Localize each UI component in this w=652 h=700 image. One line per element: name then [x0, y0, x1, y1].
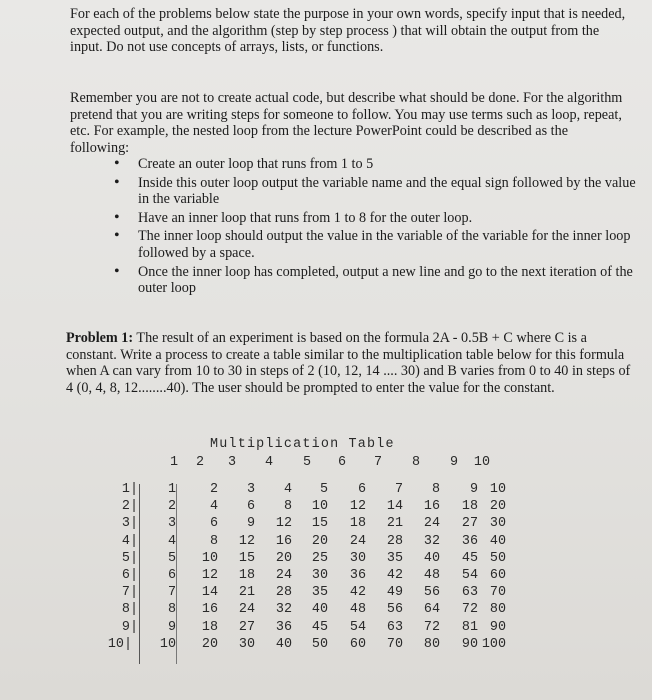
table-cell: 6 [246, 499, 255, 515]
table-cell: 9 [167, 619, 176, 635]
intro-paragraph-2: Remember you are not to create actual code, but describe what should be done. For the algorithm pretend that you are writing steps for someone to follow. You may use terms such as loop, repeat, etc. For example, the nested loop from the lecture PowerPoint could be described as the following: [70, 90, 623, 156]
table-header-cell: 4 [264, 455, 273, 470]
table-cell: 9 [469, 482, 478, 497]
table-cell: 27 [461, 516, 478, 532]
table-cell: 72 [461, 602, 478, 618]
table-cell: 1 [167, 482, 176, 497]
table-cell: 36 [461, 533, 478, 549]
table-cell: 4 [283, 482, 292, 497]
table-cell: 8 [167, 602, 176, 618]
table-row [110, 568, 506, 585]
table-cell: 16 [275, 533, 292, 549]
problem-1-paragraph [66, 330, 636, 396]
list-item: • The inner loop should output the value in the variable of the variable for the inner loop followed by a space. [112, 228, 642, 261]
table-cell: 50 [489, 550, 506, 566]
table-row [110, 533, 506, 551]
table-cell: 100 [481, 636, 506, 652]
table-cell: 27 [238, 619, 255, 635]
table-cell: 4 [209, 499, 218, 515]
table-cell: 14 [201, 585, 218, 601]
table-cell: 35 [386, 550, 403, 566]
table-cell: 15 [238, 550, 255, 566]
problem-label: Problem 1: [66, 330, 134, 346]
table-cell: 15 [311, 516, 328, 532]
table-row [110, 585, 506, 602]
table-cell: 45 [461, 550, 478, 566]
table-cell: 72 [423, 619, 440, 635]
row-label: 4| [121, 533, 138, 549]
table-cell: 18 [238, 568, 255, 583]
table-row [107, 636, 506, 654]
table-cell: 20 [201, 636, 218, 652]
table-cell: 90 [461, 636, 478, 652]
problem-text: The result of an experiment is based on the formula 2A - 0.5B + C where C is a constant. Write a process to create a table similar to the multiplication table below for this formula when A can vary from 10 to 30 in steps of 2 (10, 12, 14 .... 30) and B varies from 0 to 40 in steps of 4 (0, 4, 8, 12........40). The user should be prompted to enter the value for the constant. [66, 330, 631, 396]
table-cell: 18 [201, 619, 218, 635]
table-cell: 30 [311, 568, 328, 583]
table-header-cell: 2 [195, 455, 204, 470]
row-label: 9| [121, 619, 138, 635]
intro-paragraph-1: For each of the problems below state the purpose in your own words, specify input that is needed, expected output, and the algorithm (step by step process ) that will obtain the output from the input. Do not use concepts of arrays, lists, or functions. [70, 6, 626, 56]
list-item: • Have an inner loop that runs from 1 to 8 for the outer loop. [112, 210, 642, 227]
table-row [110, 499, 506, 516]
table-cell: 12 [275, 516, 292, 532]
table-cell: 81 [461, 619, 478, 635]
table-cell: 42 [386, 568, 403, 583]
table-cell: 24 [423, 516, 440, 532]
row-label: 3| [121, 516, 138, 532]
table-cell: 25 [311, 550, 328, 566]
table-header-cell: 3 [227, 455, 236, 470]
row-label: 7| [121, 585, 138, 601]
multiplication-table [107, 482, 506, 672]
table-cell: 21 [238, 585, 255, 601]
table-cell: 40 [311, 602, 328, 618]
table-cell: 20 [489, 499, 506, 515]
table-header-cell: 7 [373, 455, 382, 470]
table-cell: 3 [167, 516, 176, 532]
algorithm-example-list [112, 156, 642, 299]
table-cell: 70 [489, 585, 506, 601]
table-cell: 70 [386, 636, 403, 652]
table-cell: 28 [386, 533, 403, 549]
table-cell: 18 [461, 499, 478, 515]
row-label: 10| [107, 636, 132, 652]
table-cell: 45 [311, 619, 328, 635]
table-row [110, 482, 506, 499]
table-cell: 48 [349, 602, 366, 618]
table-cell: 54 [461, 568, 478, 583]
list-item: • Once the inner loop has completed, output a new line and go to the next iteration of the outer loop [112, 264, 642, 297]
table-row [110, 516, 506, 533]
table-cell: 18 [349, 516, 366, 532]
table-cell: 21 [386, 516, 403, 532]
table-cell: 10 [489, 482, 506, 497]
table-cell: 40 [489, 533, 506, 549]
table-cell: 2 [209, 482, 218, 497]
table-cell: 24 [238, 602, 255, 618]
table-header-cell: 9 [449, 455, 458, 470]
table-header-cell: 5 [302, 455, 311, 470]
table-cell: 42 [349, 585, 366, 601]
table-cell: 64 [423, 602, 440, 618]
table-cell: 24 [349, 533, 366, 549]
table-cell: 54 [349, 619, 366, 635]
table-cell: 12 [349, 499, 366, 515]
table-cell: 7 [167, 585, 176, 601]
table-cell: 10 [311, 499, 328, 515]
table-cell: 40 [423, 550, 440, 566]
list-item: • Create an outer loop that runs from 1 to 5 [112, 156, 642, 173]
table-cell: 12 [201, 568, 218, 583]
table-cell: 80 [423, 636, 440, 652]
row-label: 5| [121, 550, 138, 566]
table-cell: 80 [489, 602, 506, 618]
table-cell: 60 [489, 568, 506, 583]
row-label: 2| [121, 499, 138, 515]
table-cell: 30 [238, 636, 255, 652]
table-cell: 10 [159, 636, 176, 652]
table-cell: 4 [167, 533, 176, 549]
table-cell: 28 [275, 585, 292, 601]
table-cell: 3 [246, 482, 255, 497]
row-label: 8| [121, 602, 138, 618]
table-title: Multiplication Table [210, 437, 395, 452]
list-item: • Inside this outer loop output the variable name and the equal sign followed by the value in the variable [112, 175, 642, 208]
table-cell: 6 [357, 482, 366, 497]
table-cell: 32 [423, 533, 440, 549]
table-cell: 63 [386, 619, 403, 635]
table-cell: 56 [423, 585, 440, 601]
table-cell: 30 [489, 516, 506, 532]
table-cell: 12 [238, 533, 255, 549]
table-row [110, 619, 506, 637]
table-cell: 40 [275, 636, 292, 652]
table-cell: 30 [349, 550, 366, 566]
table-cell: 36 [275, 619, 292, 635]
table-cell: 6 [209, 516, 218, 532]
table-cell: 90 [489, 619, 506, 635]
table-cell: 10 [201, 550, 218, 566]
table-cell: 5 [167, 550, 176, 566]
table-cell: 7 [394, 482, 403, 497]
table-cell: 2 [167, 499, 176, 515]
table-header-cell: 8 [411, 455, 420, 470]
table-cell: 9 [246, 516, 255, 532]
row-label: 6| [121, 568, 138, 583]
table-cell: 16 [423, 499, 440, 515]
table-cell: 20 [275, 550, 292, 566]
table-header-cell: 10 [473, 455, 490, 470]
table-row [110, 550, 506, 568]
table-cell: 48 [423, 568, 440, 583]
table-cell: 32 [275, 602, 292, 618]
table-cell: 49 [386, 585, 403, 601]
table-cell: 63 [461, 585, 478, 601]
row-label: 1| [121, 482, 138, 497]
table-cell: 16 [201, 602, 218, 618]
table-cell: 20 [311, 533, 328, 549]
table-cell: 8 [431, 482, 440, 497]
table-cell: 36 [349, 568, 366, 583]
table-cell: 60 [349, 636, 366, 652]
table-cell: 56 [386, 602, 403, 618]
table-cell: 14 [386, 499, 403, 515]
table-cell: 8 [283, 499, 292, 515]
table-header-row [150, 455, 490, 473]
table-cell: 8 [209, 533, 218, 549]
table-cell: 50 [311, 636, 328, 652]
table-cell: 5 [319, 482, 328, 497]
table-cell: 6 [167, 568, 176, 583]
table-header-cell: 6 [337, 455, 346, 470]
table-cell: 24 [275, 568, 292, 583]
table-row [110, 602, 506, 619]
table-header-cell: 1 [169, 455, 178, 470]
table-cell: 35 [311, 585, 328, 601]
